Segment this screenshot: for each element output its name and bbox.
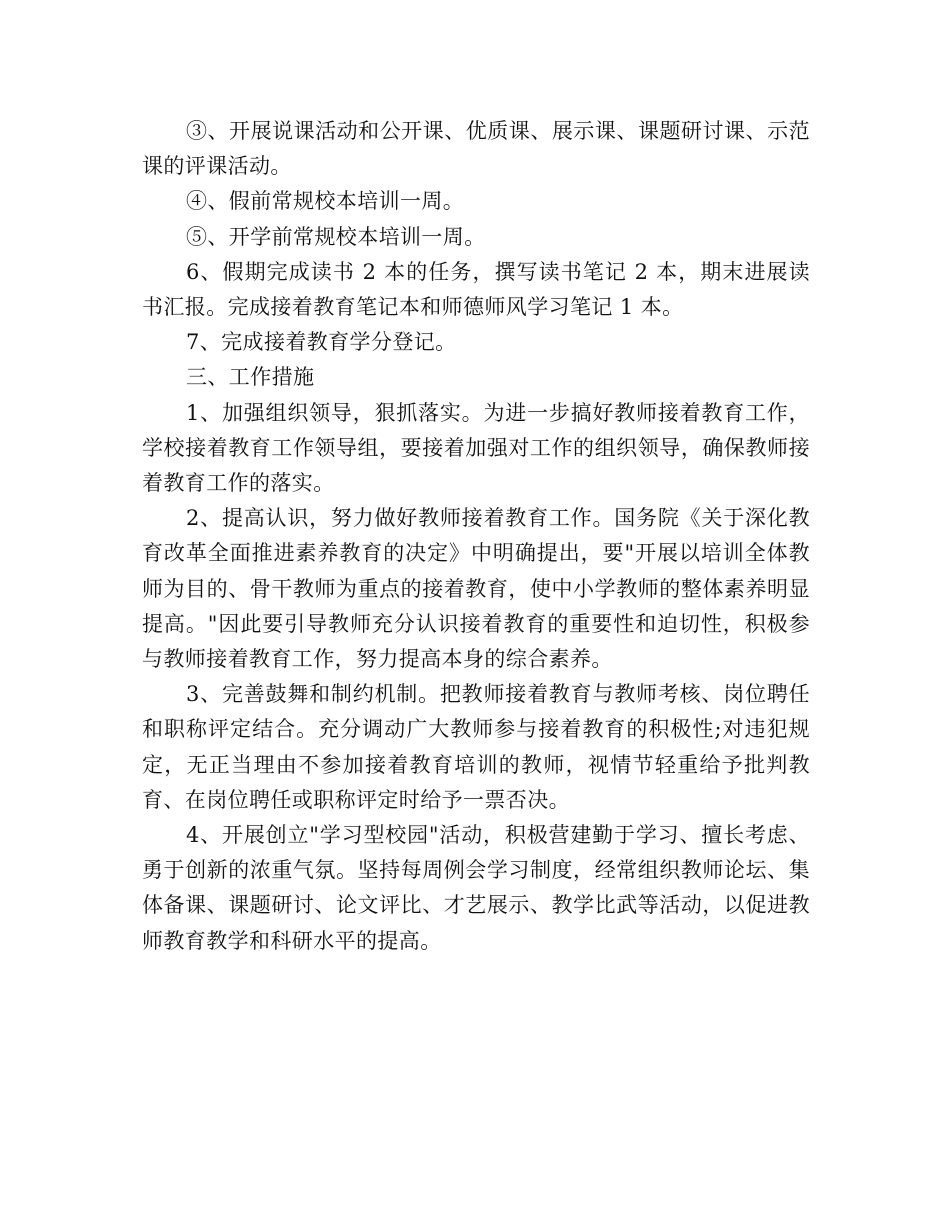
measure-2-paragraph: 2、提高认识，努力做好教师接着教育工作。国务院《关于深化教育改革全面推进素养教育的决定》中明确提出，要"开展以培训全体教师为目的、骨干教师为重点的接着教育，使中小学教师的整体素养明显提高。"因此要引导教师充分认识接着教育的重要性和迫切性，积极参与教师接着教育工作，努力提高本身的综合素养。 (142, 506, 810, 672)
item-6-paragraph: 6、假期完成读书 2 本的任务，撰写读书笔记 2 本，期末进展读书汇报。完成接着教育笔记本和师德师风学习笔记 1 本。 (142, 259, 810, 320)
document-body (142, 114, 810, 959)
measure-3-paragraph: 3、完善鼓舞和制约机制。把教师接着教育与教师考核、岗位聘任和职称评定结合。充分调动广大教师参与接着教育的积极性;对违犯规定，无正当理由不参加接着教育培训的教师，视情节轻重给予批判教育、在岗位聘任或职称评定时给予一票否决。 (142, 682, 810, 812)
item-7-paragraph: 7、完成接着教育学分登记。 (186, 330, 457, 355)
item-5-paragraph: ⑤、开学前常规校本培训一周。 (186, 224, 486, 249)
measure-4-paragraph: 4、开展创立"学习型校园"活动，积极营建勤于学习、擅长考虑、勇于创新的浓重气氛。坚持每周例会学习制度，经常组织教师论坛、集体备课、课题研讨、论文评比、才艺展示、教学比武等活动，以促进教师教育教学和科研水平的提高。 (142, 823, 810, 953)
measure-1-paragraph: 1、加强组织领导，狠抓落实。为进一步搞好教师接着教育工作，学校接着教育工作领导组，要接着加强对工作的组织领导，确保教师接着教育工作的落实。 (142, 400, 810, 496)
section-heading: 三、工作措施 (186, 365, 315, 390)
item-3-paragraph: ③、开展说课活动和公开课、优质课、展示课、课题研讨课、示范课的评课活动。 (142, 119, 810, 179)
item-4-paragraph: ④、假前常规校本培训一周。 (186, 189, 465, 214)
